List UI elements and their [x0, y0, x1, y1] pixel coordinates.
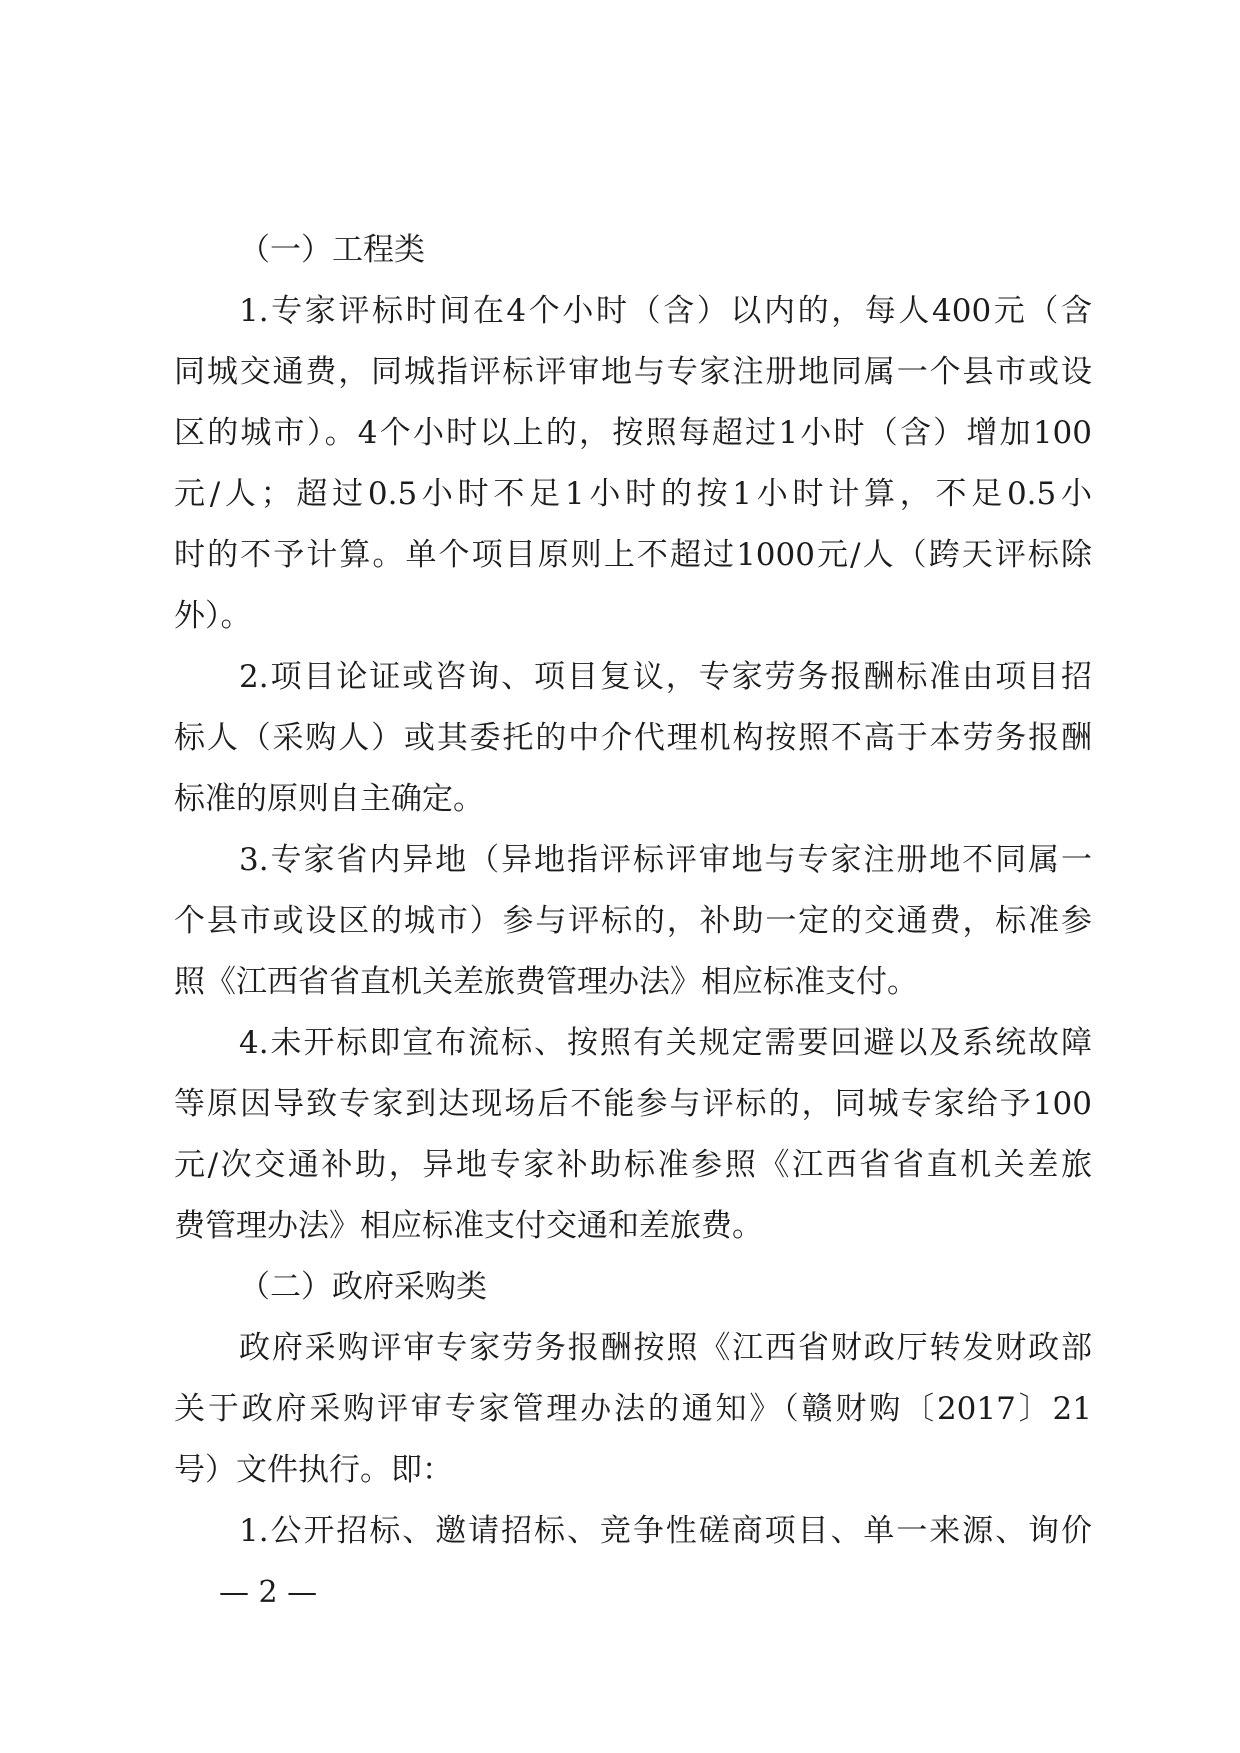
paragraph-line: 个县市或设区的城市）参与评标的，补助一定的交通费，标准参 [174, 903, 1092, 939]
paragraph-first-line: 1.专家评标时间在4个小时（含）以内的，每人400元（含 [239, 293, 1092, 329]
paragraph [174, 281, 1092, 647]
paragraph-line: 标人（采购人）或其委托的中介代理机构按照不高于本劳务报酬 [174, 720, 1092, 756]
paragraph-last-line: 照《江西省省直机关差旅费管理办法》相应标准支付。 [174, 964, 918, 1000]
paragraph [174, 1013, 1092, 1257]
page-number: — 2 — [219, 1575, 318, 1610]
paragraph-first-line: 3.专家省内异地（异地指评标评审地与专家注册地不同属一 [239, 842, 1092, 878]
paragraph-last-line: 号）文件执行。即： [174, 1452, 453, 1488]
paragraph-line: 等原因导致专家到达现场后不能参与评标的，同城专家给予100 [174, 1086, 1092, 1122]
paragraph [174, 1318, 1092, 1501]
paragraph-first-line: 2.项目论证或咨询、项目复议，专家劳务报酬标准由项目招 [239, 659, 1092, 695]
paragraph-line: 同城交通费，同城指评标评审地与专家注册地同属一个县市或设 [174, 354, 1092, 390]
paragraph-last-line: 外）。 [174, 598, 252, 634]
paragraph-first-line: 政府采购评审专家劳务报酬按照《江西省财政厅转发财政部 [239, 1330, 1092, 1366]
document-body [174, 220, 1092, 1562]
paragraph-last-line: 标准的原则自主确定。 [174, 781, 484, 817]
paragraph-line: 元/次交通补助，异地专家补助标准参照《江西省省直机关差旅 [174, 1147, 1092, 1183]
paragraph [174, 830, 1092, 1013]
paragraph-first-line: 4.未开标即宣布流标、按照有关规定需要回避以及系统故障 [239, 1025, 1092, 1061]
paragraph [174, 1501, 1092, 1562]
paragraph-line: 区的城市）。4个小时以上的，按照每超过1小时（含）增加100 [174, 415, 1092, 451]
paragraph-line: 元/人；超过0.5小时不足1小时的按1小时计算，不足0.5小 [174, 476, 1092, 512]
section-heading: （一）工程类 [239, 232, 425, 268]
paragraph-first-line: 1.公开招标、邀请招标、竞争性磋商项目、单一来源、询价 [239, 1513, 1092, 1549]
section-heading: （二）政府采购类 [239, 1269, 487, 1305]
paragraph [174, 647, 1092, 830]
paragraph-line: 关于政府采购评审专家管理办法的通知》（赣财购〔2017〕21 [174, 1391, 1092, 1427]
paragraph-last-line: 费管理办法》相应标准支付交通和差旅费。 [174, 1208, 763, 1244]
paragraph-line: 时的不予计算。单个项目原则上不超过1000元/人（跨天评标除 [174, 537, 1092, 573]
